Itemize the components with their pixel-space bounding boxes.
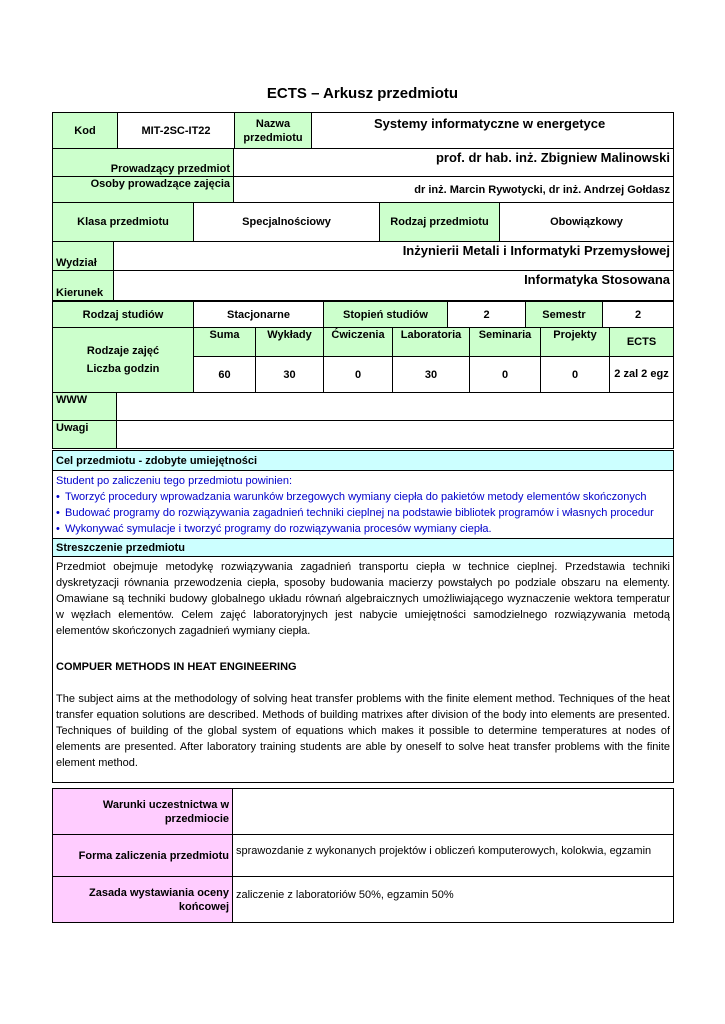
streszczenie-pl: Przedmiot obejmuje metodykę rozwiązywania zagadnień transportu ciepła w technice cieplnej. Przedstawia techniki dyskretyzacji równania przewodzenia ciepła, sposoby budowania macierzy powstałych po podziale obszaru na elementy. Omawiane są techniki budowy globalnego układu równań algebraicznych umożliwiającego wyznaczenie wektora temperatur w węzłach elementów. Celem zajęć laboratoryjnych jest nabycie umiejętności samodzielnego rozwiązywania metodą elementów skończonych zagadnień wymiany ciepła. [56, 561, 670, 637]
semestr-label: Semestr [526, 302, 603, 328]
cel-item: • Wykonywać symulacje i tworzyć programy do rozwiązywania procesów wymiany ciepła. [56, 521, 670, 537]
rodzaj-studiow-label: Rodzaj studiów [53, 302, 194, 328]
prowadzacy-value: prof. dr hab. inż. Zbigniew Malinowski [234, 149, 674, 177]
klasa-value: Specjalnościowy [194, 203, 380, 242]
cel-content [53, 471, 674, 539]
cel-list [56, 489, 670, 537]
value-projekty: 0 [541, 357, 610, 393]
stopien-label: Stopień studiów [324, 302, 448, 328]
uwagi-value [117, 421, 674, 449]
class-table [52, 202, 674, 242]
streszczenie-en-title: COMPUER METHODS IN HEAT ENGINEERING [56, 661, 297, 673]
liczba-godzin-label: Liczba godzin [86, 363, 160, 375]
course-code-table [52, 112, 674, 149]
uwagi-label: Uwagi [53, 421, 117, 449]
header-suma: Suma [194, 328, 256, 357]
faculty-table [52, 241, 674, 301]
value-laboratoria: 30 [393, 357, 470, 393]
www-table [52, 392, 674, 449]
wydzial-label: Wydział [53, 242, 114, 271]
header-laboratoria: Laboratoria [393, 328, 470, 357]
value-suma: 60 [194, 357, 256, 393]
klasa-label: Klasa przedmiotu [53, 203, 194, 242]
streszczenie-en: The subject aims at the methodology of solving heat transfer problems with the finite element method. Techniques of the heat transfer equation solutions are described. Methods of building matrixes after division of the body into elements are presented. Techniques of building of the global system of equations which makes it possible to determine temperatures at nodes of elements are presented. After laboratory training students are able by oneself to solve heat transfer problems with the finite element method. [56, 693, 670, 769]
warunki-value [233, 789, 674, 835]
page-title: ECTS – Arkusz przedmiotu [266, 85, 459, 102]
value-seminaria: 0 [470, 357, 541, 393]
header-wyklady: Wykłady [256, 328, 324, 357]
cel-intro: Student po zaliczeniu tego przedmiotu powinien: [56, 475, 293, 487]
hours-row-label [53, 328, 194, 393]
value-wyklady: 30 [256, 357, 324, 393]
prowadzacy-label: Prowadzący przedmiot [53, 149, 234, 177]
streszczenie-content [53, 557, 674, 783]
value-cwiczenia: 0 [324, 357, 393, 393]
wydzial-value: Inżynierii Metali i Informatyki Przemysłowej [114, 242, 674, 271]
header-cwiczenia: Ćwiczenia [324, 328, 393, 357]
rodzaj-value: Obowiązkowy [500, 203, 674, 242]
kod-value: MIT-2SC-IT22 [118, 113, 235, 149]
nazwa-value: Systemy informatyczne w energetyce [312, 113, 674, 149]
rodzaj-label: Rodzaj przedmiotu [380, 203, 500, 242]
osoby-value: dr inż. Marcin Rywotycki, dr inż. Andrzej Gołdasz [234, 177, 674, 203]
rodzaj-studiow-value: Stacjonarne [194, 302, 324, 328]
forma-value: sprawozdanie z wykonanych projektów i obliczeń komputerowych, kolokwia, egzamin [233, 835, 674, 877]
lecturers-table [52, 148, 674, 203]
kod-label: Kod [53, 113, 118, 149]
cel-header: Cel przedmiotu - zdobyte umiejętności [53, 451, 674, 471]
kierunek-label: Kierunek [53, 271, 114, 301]
header-projekty: Projekty [541, 328, 610, 357]
hours-table [52, 327, 674, 393]
zasada-label: Zasada wystawiania oceny końcowej [53, 877, 233, 923]
kierunek-value: Informatyka Stosowana [114, 271, 674, 301]
zasada-value: zaliczenie z laboratoriów 50%, egzamin 50% [233, 877, 674, 923]
study-type-table [52, 301, 674, 328]
www-value [117, 393, 674, 421]
semestr-value: 2 [603, 302, 674, 328]
cel-item: • Budować programy do rozwiązywania zagadnień techniki cieplnej na podstawie bibliotek programów i własnych procedur [56, 505, 670, 521]
www-label: WWW [53, 393, 117, 421]
warunki-label: Warunki uczestnictwa w przedmiocie [53, 789, 233, 835]
stopien-value: 2 [448, 302, 526, 328]
streszczenie-header: Streszczenie przedmiotu [53, 539, 674, 557]
nazwa-label: Nazwa przedmiotu [235, 113, 312, 149]
conditions-table [52, 788, 674, 923]
osoby-label: Osoby prowadzące zajęcia [53, 177, 234, 203]
rodzaje-zajec-label: Rodzaje zajęć [86, 345, 160, 357]
header-seminaria: Seminaria [470, 328, 541, 357]
value-ects: 2 zal 2 egz [610, 357, 674, 393]
forma-label: Forma zaliczenia przedmiotu [53, 835, 233, 877]
cel-item: • Tworzyć procedury wprowadzania warunków brzegowych wymiany ciepła do pakietów metody elementów skończonych [56, 489, 670, 505]
header-ects: ECTS [610, 328, 674, 357]
description-table [52, 450, 674, 783]
